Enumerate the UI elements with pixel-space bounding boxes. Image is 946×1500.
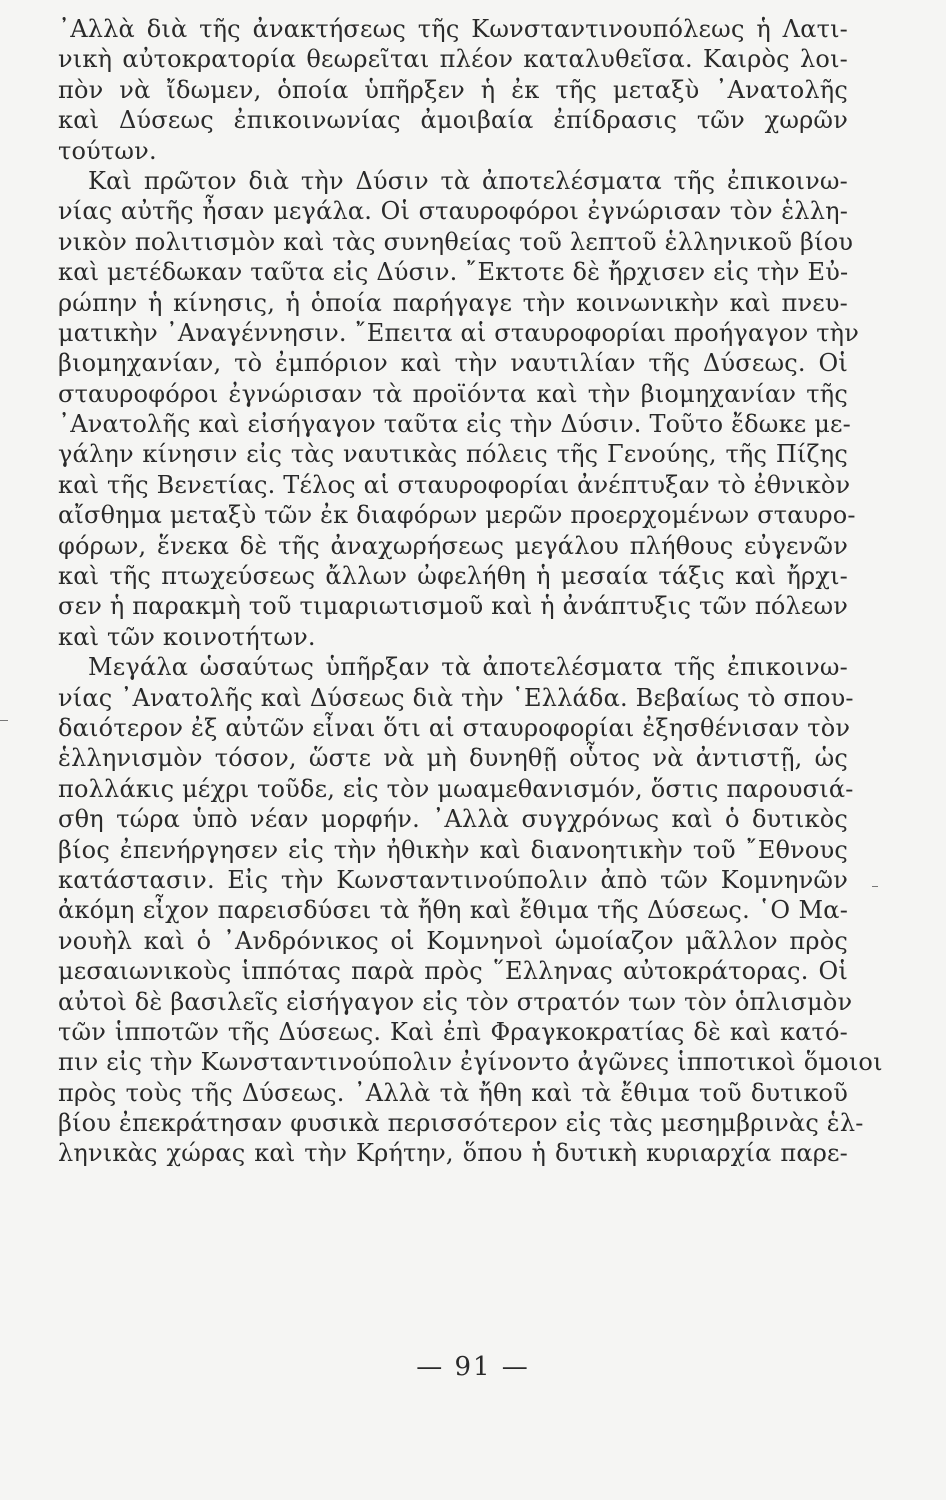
text-line: τούτων.: [58, 136, 157, 165]
text-line: σθη τώρα ὑπὸ νέαν μορφήν. ᾿Αλλὰ συγχρόνως καὶ ὁ δυτικὸς: [58, 805, 848, 834]
left-margin-mark: [0, 720, 8, 721]
text-line: τῶν ἱπποτῶν τῆς Δύσεως. Καὶ ἐπὶ Φραγκοκρατίας δὲ καὶ κατό-: [58, 1017, 848, 1046]
text-line: ᾿Αλλὰ διὰ τῆς ἀνακτήσεως τῆς Κωνσταντινουπόλεως ἡ Λατι-: [58, 15, 848, 43]
text-line: ματικὴν ᾿Αναγέννησιν. ῎Επειτα αἱ σταυροφορίαι προήγαγον τὴν: [58, 318, 860, 347]
text-line: νικὴ αὐτοκρατορία θεωρεῖται πλέον καταλυθεῖσα. Καιρὸς λοι-: [58, 45, 848, 74]
text-line: καὶ τῆς πτωχεύσεως ἄλλων ὠφελήθη ἡ μεσαία τάξις καὶ ἤρχι-: [58, 562, 848, 591]
text-line: φόρων, ἕνεκα δὲ τῆς ἀναχωρήσεως μεγάλου πλήθους εὐγενῶν: [58, 531, 848, 560]
text-line: αἴσθημα μεταξὺ τῶν ἐκ διαφόρων μερῶν προερχομένων σταυρο-: [58, 501, 856, 530]
text-line: πολλάκις μέχρι τοῦδε, εἰς τὸν μωαμεθανισμόν, ὅστις παρουσιά-: [58, 774, 854, 803]
text-line: σταυροφόροι ἐγνώρισαν τὰ προϊόντα καὶ τὴν βιομηχανίαν τῆς: [58, 379, 848, 408]
text-line: γάλην κίνησιν εἰς τὰς ναυτικὰς πόλεις τῆς Γενούης, τῆς Πίζης: [58, 440, 848, 469]
paragraph-2: [58, 166, 860, 652]
text-line: κατάστασιν. Εἰς τὴν Κωνσταντινούπολιν ἀπὸ τῶν Κομνηνῶν: [58, 865, 848, 894]
text-line: Μεγάλα ὡσαύτως ὑπῆρξαν τὰ ἀποτελέσματα τῆς ἐπικοινω-: [88, 653, 848, 682]
text-line: πρὸς τοὺς τῆς Δύσεως. ᾿Αλλὰ τὰ ἤθη καὶ τὰ ἔθιμα τοῦ δυτικοῦ: [58, 1078, 848, 1107]
text-line: ἑλληνισμὸν τόσον, ὥστε νὰ μὴ δυνηθῇ οὗτος νὰ ἀντιστῇ, ὡς: [58, 744, 848, 773]
text-line: πὸν νὰ ἴδωμεν, ὁποία ὑπῆρξεν ἡ ἐκ τῆς μεταξὺ ᾿Ανατολῆς: [58, 75, 848, 104]
text-line: καὶ τῆς Βενετίας. Τέλος αἱ σταυροφορίαι ἀνέπτυξαν τὸ ἐθνικὸν: [58, 470, 851, 499]
text-line: δαιότερον ἐξ αὐτῶν εἶναι ὅτι αἱ σταυροφορίαι ἐξησθένισαν τὸν: [58, 713, 851, 742]
text-line: νικὸν πολιτισμὸν καὶ τὰς συνηθείας τοῦ λεπτοῦ ἑλληνικοῦ βίου: [58, 227, 854, 256]
text-line: νίας αὐτῆς ἦσαν μεγάλα. Οἱ σταυροφόροι ἐγνώρισαν τὸν ἑλλη-: [58, 197, 848, 226]
text-line: μεσαιωνικοὺς ἱππότας παρὰ πρὸς ῞Ελληνας αὐτοκράτορας. Οἱ: [58, 957, 848, 986]
text-line: βίος ἐπενήργησεν εἰς τὴν ἠθικὴν καὶ διανοητικὴν τοῦ ῎Εθνους: [58, 835, 848, 864]
text-line: ἀκόμη εἶχον παρεισδύσει τὰ ἤθη καὶ ἔθιμα τῆς Δύσεως. ῾Ο Μα-: [58, 896, 848, 925]
text-line: βιομηχανίαν, τὸ ἐμπόριον καὶ τὴν ναυτιλίαν τῆς Δύσεως. Οἱ: [58, 349, 848, 378]
text-line: καὶ μετέδωκαν ταῦτα εἰς Δύσιν. ῎Εκτοτε δὲ ἤρχισεν εἰς τὴν Εὐ-: [58, 258, 849, 287]
page-number: — 91 —: [416, 1352, 530, 1382]
paragraph-3: [58, 652, 883, 1169]
text-line: Καὶ πρῶτον διὰ τὴν Δύσιν τὰ ἀποτελέσματα τῆς ἐπικοινω-: [88, 166, 848, 195]
text-line: καὶ τῶν κοινοτήτων.: [58, 622, 316, 651]
text-line: σεν ἡ παρακμὴ τοῦ τιμαριωτισμοῦ καὶ ἡ ἀνάπτυξις τῶν πόλεων: [58, 592, 849, 621]
text-line: βίου ἐπεκράτησαν φυσικὰ περισσότερον εἰς τὰς μεσημβρινὰς ἑλ-: [58, 1109, 864, 1138]
text-line: ληνικὰς χώρας καὶ τὴν Κρήτην, ὅπου ἡ δυτικὴ κυριαρχία παρε-: [58, 1139, 848, 1168]
text-line: αὐτοὶ δὲ βασιλεῖς εἰσήγαγον εἰς τὸν στρατόν των τὸν ὁπλισμὸν: [58, 987, 853, 1016]
text-line: καὶ Δύσεως ἐπικοινωνίας ἀμοιβαία ἐπίδρασις τῶν χωρῶν: [58, 106, 848, 135]
right-margin-mark: [872, 886, 878, 887]
text-line: νουὴλ καὶ ὁ ᾿Ανδρόνικος οἱ Κομνηνοὶ ὡμοίαζον μᾶλλον πρὸς: [58, 926, 848, 955]
text-line: νίας ᾿Ανατολῆς καὶ Δύσεως διὰ τὴν ῾Ελλάδα. Βεβαίως τὸ σπου-: [58, 683, 854, 712]
paragraph-1: [58, 14, 848, 166]
text-line: ᾿Ανατολῆς καὶ εἰσήγαγον ταῦτα εἰς τὴν Δύσιν. Τοῦτο ἔδωκε με-: [58, 410, 851, 439]
text-line: ρώπην ἡ κίνησις, ἡ ὁποία παρήγαγε τὴν κοινωνικὴν καὶ πνευ-: [58, 288, 848, 317]
text-line: πιν εἰς τὴν Κωνσταντινούπολιν ἐγίνοντο ἀγῶνες ἱπποτικοὶ ὅμοιοι: [58, 1048, 883, 1077]
body-text: [58, 14, 883, 1169]
